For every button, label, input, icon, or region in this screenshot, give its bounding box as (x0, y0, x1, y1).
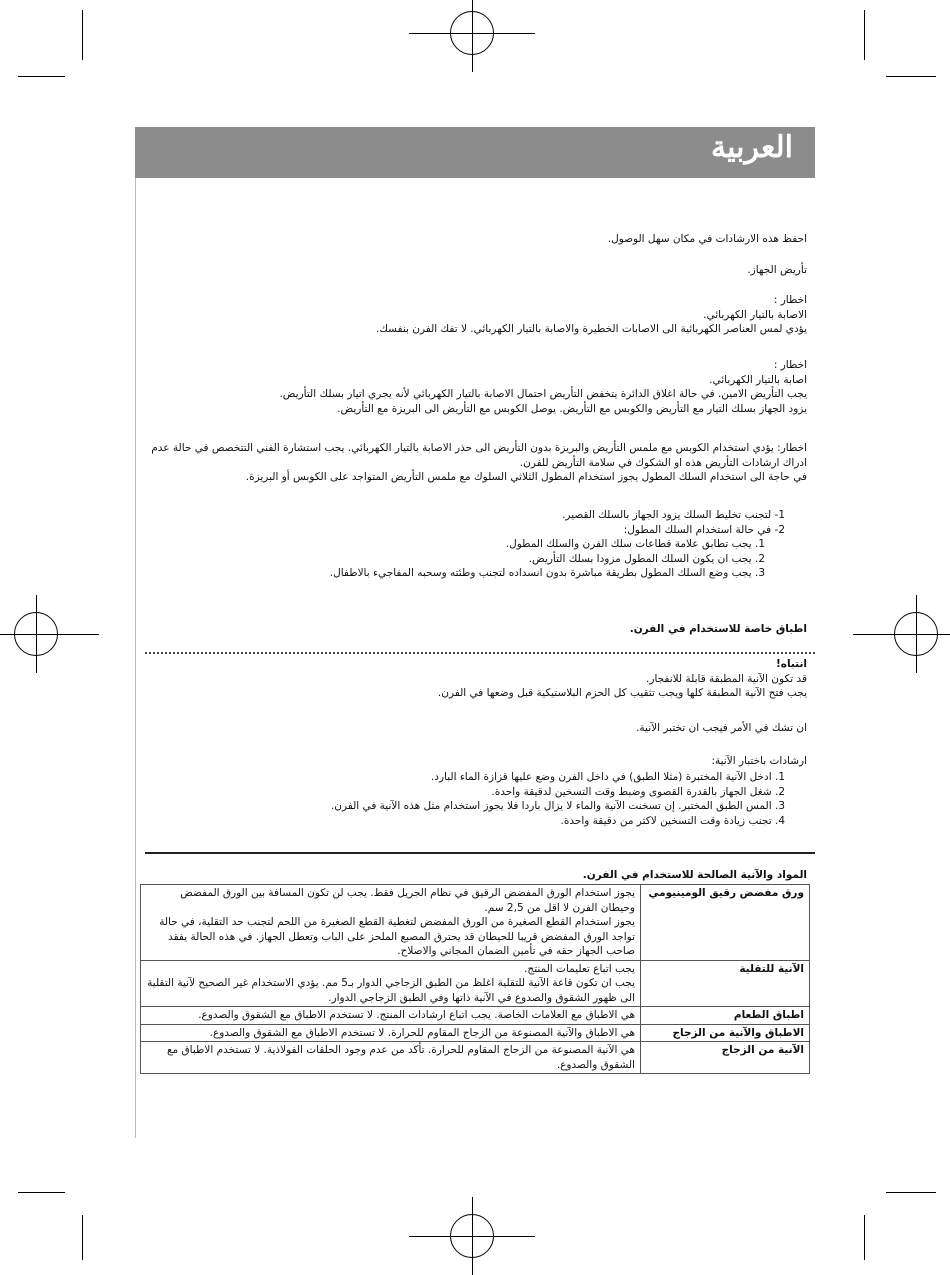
dotted-separator (145, 652, 815, 654)
list-item (145, 523, 785, 538)
list-text: شغل الجهاز بالقدرة القصوى وضبط وقت التسخين لدقيقة واحدة. (491, 785, 772, 798)
list-number: 1- (774, 509, 785, 521)
sub-list (145, 537, 765, 581)
list-text: يجب تطابق علامة قطاعات سلك الفرن والسلك المطول. (505, 538, 752, 550)
list-text: تجنب زيادة وقت التسخين لاكثر من دقيقة واحدة. (560, 814, 772, 827)
material-name: الآنية للتقلية (641, 960, 810, 1007)
attention-block (137, 657, 807, 701)
test-heading: ارشادات باختبار الآنية: (711, 755, 807, 767)
dishes-heading: اطباق خاصة للاستخدام في الفرن. (629, 623, 807, 635)
grounding-heading: تأريض الجهاز. (747, 264, 807, 276)
list-number: 3. (774, 800, 785, 812)
materials-heading: المواد والآنية الصالحة للاستخدام في الفرن. (582, 869, 807, 881)
crop-mark (18, 1192, 65, 1193)
warning2-block (137, 358, 807, 416)
crop-mark (886, 1192, 936, 1193)
registration-mark-right (894, 612, 938, 656)
doubt-text: ان تشك في الأمر فيجب ان تختبر الآنية. (636, 722, 807, 734)
description-line: يجب اتباع تعليمات المنتج. (524, 962, 635, 975)
list-text: يجب وضع السلك المطول بطريقة مباشرة بدون انسداده لتجنب وطئته وسحبه المفاجيء بالاطفال. (329, 567, 752, 579)
list-text: لتجنب تخليط السلك يزود الجهاز بالسلك القصير. (562, 509, 772, 521)
description-line: هي الاطباق والآنية المصنوعة من الزجاج المقاوم للحرارة. لا تستخدم الاطباق مع الشقوق والصدوع. (209, 1026, 635, 1039)
table-row (141, 960, 810, 1007)
list-item (145, 552, 765, 567)
crop-mark (18, 76, 65, 77)
list-number: 3. (754, 567, 765, 579)
material-name: الاطباق والآنية من الزجاج (641, 1024, 810, 1042)
crop-mark (864, 10, 865, 60)
list-number: 2. (754, 552, 765, 565)
material-name: اطباق الطعام (641, 1007, 810, 1025)
description-line: هي الاطباق مع العلامات الخاصة. يجب اتباع ارشادات المنتج. لا تستخدم الاطباق مع الشقوق والصدوع. (198, 1009, 635, 1021)
warning-label: اخطار : (773, 359, 807, 371)
warning-label: اخطار : (773, 294, 807, 306)
table-row (141, 1042, 810, 1074)
material-description (141, 1024, 641, 1042)
materials-table (140, 884, 810, 1074)
list-item (145, 799, 785, 814)
table-row (141, 1024, 810, 1042)
material-name: ورق مفضض رقيق الومينيومي (641, 885, 810, 961)
intro-keep: احفظ هذه الارشادات في مكان سهل الوصول. (607, 233, 807, 245)
attention-label: انتباه! (775, 658, 807, 670)
warning-text: يؤدي لمس العناصر الكهربائية الى الاصابات الخطيرة والاصابة بالتيار الكهربائي. لا تفك الفرن بنفسك. (375, 323, 807, 335)
warning-text: اخطار: يؤدي استخدام الكوبس مع ملمس التأريض والبريزة بدون التأريض الى حذر الاصابة بالتيار الكهربائي. يجب استشارة الفني التتخصص في حالة عدم ادراك ارشادات التأريض هذه او الشكوك في سلامة التأريض للفرن. (151, 442, 807, 469)
warning-subtitle: الاصابة بالتيار الكهربائي. (703, 308, 807, 321)
material-name: الآنية من الزجاج (641, 1042, 810, 1074)
list-item (145, 537, 765, 552)
list-text: ادخل الآنية المختبرة (مثلا الطبق) في داخل الفرن وضع عليها قزازة الماء البارد. (430, 771, 772, 783)
list-number: 1. (754, 538, 765, 550)
table-row (141, 1007, 810, 1025)
page-margin-rule (135, 178, 136, 1138)
registration-mark-left (14, 612, 58, 656)
crop-mark (886, 76, 936, 77)
crop-mark (82, 10, 83, 60)
list-item (145, 814, 785, 829)
material-description (141, 1007, 641, 1025)
list-item (145, 785, 785, 800)
description-line: يجوز استخدام الورق المفضض الرقيق في نظام الجريل فقط. يجب لن تكون المسافة بين الورق المفضض وحيطان الفرن لا اقل من 2,5 سم. (180, 887, 635, 914)
warning1-block (137, 293, 807, 337)
warning3-block (137, 441, 807, 485)
language-header (135, 127, 815, 178)
attention-text: قد تكون الآنية المطبقة قابلة للانفجار. (646, 672, 807, 685)
list-number: 4. (774, 814, 785, 827)
test-steps (145, 770, 785, 828)
list-item (145, 770, 785, 785)
list-item (145, 566, 765, 581)
material-description (141, 1042, 641, 1074)
list-number: 1. (774, 771, 785, 783)
cord-list (145, 508, 785, 581)
list-number: 2- (774, 523, 785, 536)
list-item (145, 508, 785, 523)
table-row (141, 885, 810, 961)
description-line: هي الآنية المصنوعة من الزجاج المقاوم للحرارة. تأكد من عدم وجود الحلقات الفولاذية. لا تستخدم الاطباق مع الشقوق والصدوع. (166, 1044, 635, 1071)
list-number: 2. (774, 785, 785, 798)
description-line: يجوز استخدام القطع الصغيرة من الورق المفضض لتغطية القطع الصغيرة من اللحم لتجنب حد التقلية، في حالة تواجد الورق المفضض قريبا للحيطان قد يحترق المصبع الملحز على الباب وتعطل الجهاز. في هذه الحالة يفقد صاحب الجهاز حقه في تأمين الضمان المجاني والاصلاح. (159, 916, 635, 957)
description-line: يجب ان تكون قاعة الآنية للتقلية اغلظ من الطبق الزجاجي الدوار بـ5 مم. يؤدي الاستخدام غير الصحيح لآنية التقلية الى ظهور الشقوق والصدوع في الآنية ذاتها وفي الطبق الزجاجي الدوار. (147, 977, 635, 1004)
warning-subtitle: اصابة بالتيار الكهربائي. (709, 373, 807, 386)
attention-text: يجب فتح الآنية المطبقة كلها ويجب تثقيب كل الحزم البلاستيكية قبل وضعها في الفرن. (437, 687, 807, 699)
list-text: في حالة استخدام السلك المطول: (623, 523, 772, 536)
registration-mark-bottom (450, 1214, 494, 1258)
solid-separator (145, 852, 815, 854)
crop-mark (82, 1215, 83, 1260)
registration-mark-top (450, 11, 494, 55)
language-title: العربية (711, 130, 793, 165)
material-description (141, 885, 641, 961)
warning-text: يجب التأريض الامين. في حالة اغلاق الدائرة يتخفض التأريض احتمال الاصابة بالتيار الكهربائي لأنه يجري اتيار بسلك التأريض. (279, 388, 807, 400)
list-text: المس الطبق المختبر. إن تسخنت الآنية والماء لا يزال باردا فلا يجوز استخدام مثل هذه الآنية في الفرن. (330, 800, 772, 812)
material-description (141, 960, 641, 1007)
extension-cord-text: في حاجة الى استخدام السلك المطول يجوز استخدام المطول الثلاثي السلوك مع ملمس التأريض المتواجد على الكوبس أو البريزة. (245, 471, 807, 483)
list-text: يجب ان يكون السلك المطول مزودا بسلك التأريض. (528, 552, 752, 565)
crop-mark (864, 1215, 865, 1260)
warning-text: يزود الجهاز بسلك التيار مع التأريض والكوبس مع التأريض. يوصل الكوبس مع التأريض الى البريزة مع التأريض. (337, 402, 807, 415)
